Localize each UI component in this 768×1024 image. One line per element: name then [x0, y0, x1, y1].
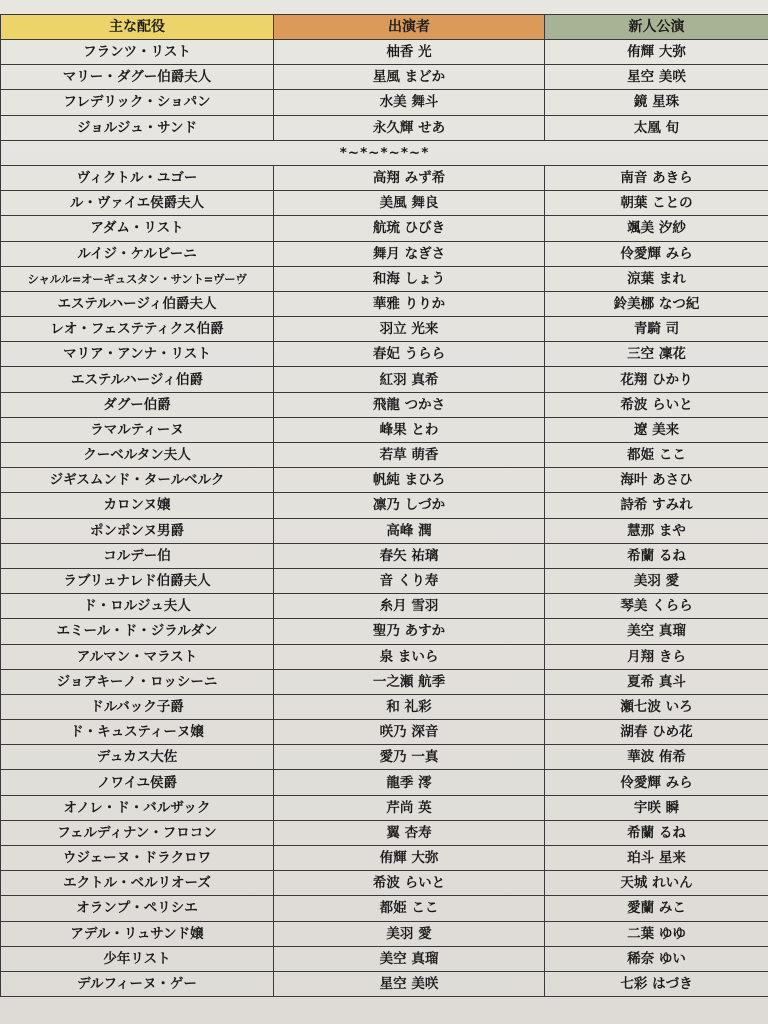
table-row — [1, 871, 768, 896]
performer-cell: 永久輝 せあ — [274, 115, 545, 140]
table-row — [1, 493, 768, 518]
role-cell: エステルハージィ伯爵夫人 — [1, 291, 274, 316]
performer-cell: 咲乃 深音 — [274, 720, 545, 745]
role-cell: 少年リスト — [1, 946, 274, 971]
table-row — [1, 241, 768, 266]
table-row — [1, 443, 768, 468]
newcomer-cell: 太凰 旬 — [545, 115, 768, 140]
performer-cell: 侑輝 大弥 — [274, 846, 545, 871]
performer-cell: 舞月 なぎさ — [274, 241, 545, 266]
role-cell: ル・ヴァイエ侯爵夫人 — [1, 191, 274, 216]
table-row — [1, 846, 768, 871]
performer-cell: 峰果 とわ — [274, 417, 545, 442]
table-row — [1, 568, 768, 593]
performer-cell: 芹尚 英 — [274, 795, 545, 820]
role-cell: オノレ・ド・バルザック — [1, 795, 274, 820]
table-row — [1, 896, 768, 921]
table-row — [1, 216, 768, 241]
newcomer-cell: 希蘭 るね — [545, 543, 768, 568]
role-cell: ジギスムンド・タールベルク — [1, 468, 274, 493]
table-row — [1, 291, 768, 316]
role-cell: エクトル・ベルリオーズ — [1, 871, 274, 896]
role-cell: アダム・リスト — [1, 216, 274, 241]
table-row — [1, 946, 768, 971]
table-row — [1, 317, 768, 342]
role-cell: カロンヌ嬢 — [1, 493, 274, 518]
table-row — [1, 745, 768, 770]
newcomer-cell: 宇咲 瞬 — [545, 795, 768, 820]
newcomer-cell: 七彩 はづき — [545, 971, 768, 996]
performer-cell: 翼 杏寿 — [274, 820, 545, 845]
performer-cell: 龍季 澪 — [274, 770, 545, 795]
table-row — [1, 266, 768, 291]
role-cell: コルデー伯 — [1, 543, 274, 568]
performer-cell: 糸月 雪羽 — [274, 594, 545, 619]
table-row — [1, 90, 768, 115]
newcomer-cell: 愛蘭 みこ — [545, 896, 768, 921]
newcomer-cell: 珀斗 星来 — [545, 846, 768, 871]
performer-cell: 凛乃 しづか — [274, 493, 545, 518]
newcomer-cell: 湖春 ひめ花 — [545, 720, 768, 745]
newcomer-cell: 花翔 ひかり — [545, 367, 768, 392]
newcomer-cell: 南音 あきら — [545, 165, 768, 190]
role-cell: フェルディナン・フロコン — [1, 820, 274, 845]
newcomer-cell: 侑輝 大弥 — [545, 40, 768, 65]
role-cell: ド・ロルジュ夫人 — [1, 594, 274, 619]
table-row — [1, 820, 768, 845]
performer-cell: 和 礼彩 — [274, 694, 545, 719]
table-row — [1, 644, 768, 669]
table-row — [1, 40, 768, 65]
performer-cell: 希波 らいと — [274, 871, 545, 896]
performer-cell: 聖乃 あすか — [274, 619, 545, 644]
table-row — [1, 795, 768, 820]
table-row — [1, 669, 768, 694]
performer-cell: 都姫 ここ — [274, 896, 545, 921]
performer-cell: 水美 舞斗 — [274, 90, 545, 115]
newcomer-cell: 希蘭 るね — [545, 820, 768, 845]
table-row — [1, 342, 768, 367]
newcomer-cell: 都姫 ここ — [545, 443, 768, 468]
newcomer-cell: 夏希 真斗 — [545, 669, 768, 694]
newcomer-cell: 朝葉 ことの — [545, 191, 768, 216]
performer-cell: 紅羽 真希 — [274, 367, 545, 392]
performer-cell: 春妃 うらら — [274, 342, 545, 367]
performer-cell: 春矢 祐璃 — [274, 543, 545, 568]
cast-table — [0, 14, 768, 997]
role-cell: マリー・ダグー伯爵夫人 — [1, 65, 274, 90]
newcomer-cell: 月翔 きら — [545, 644, 768, 669]
performer-cell: 航琉 ひびき — [274, 216, 545, 241]
table-row — [1, 65, 768, 90]
role-cell: ポンポンヌ男爵 — [1, 518, 274, 543]
role-cell: フランツ・リスト — [1, 40, 274, 65]
role-cell: ダグー伯爵 — [1, 392, 274, 417]
newcomer-cell: 天城 れいん — [545, 871, 768, 896]
table-row — [1, 694, 768, 719]
performer-cell: 若草 萌香 — [274, 443, 545, 468]
separator-row — [1, 140, 768, 165]
role-cell: ド・キュスティーヌ嬢 — [1, 720, 274, 745]
table-row — [1, 468, 768, 493]
performer-cell: 音 くり寿 — [274, 568, 545, 593]
performer-cell: 和海 しょう — [274, 266, 545, 291]
performer-cell: 愛乃 一真 — [274, 745, 545, 770]
newcomer-cell: 鏡 星珠 — [545, 90, 768, 115]
table-row — [1, 115, 768, 140]
newcomer-cell: 鈴美梛 なつ紀 — [545, 291, 768, 316]
newcomer-cell: 星空 美咲 — [545, 65, 768, 90]
newcomer-cell: 詩希 すみれ — [545, 493, 768, 518]
newcomer-cell: 希波 らいと — [545, 392, 768, 417]
newcomer-cell: 海叶 あさひ — [545, 468, 768, 493]
role-cell: ジョルジュ・サンド — [1, 115, 274, 140]
newcomer-cell: 青騎 司 — [545, 317, 768, 342]
performer-cell: 飛龍 つかさ — [274, 392, 545, 417]
newcomer-cell: 伶愛輝 みら — [545, 770, 768, 795]
table-row — [1, 971, 768, 996]
table-row — [1, 921, 768, 946]
role-cell: ウジェーヌ・ドラクロワ — [1, 846, 274, 871]
newcomer-cell: 慧那 まや — [545, 518, 768, 543]
role-cell: ドルバック子爵 — [1, 694, 274, 719]
newcomer-cell: 琴美 くらら — [545, 594, 768, 619]
role-cell: オランプ・ペリシエ — [1, 896, 274, 921]
performer-cell: 星風 まどか — [274, 65, 545, 90]
newcomer-cell: 二葉 ゆゆ — [545, 921, 768, 946]
role-cell: デルフィーヌ・ゲー — [1, 971, 274, 996]
table-row — [1, 594, 768, 619]
role-cell: クーベルタン夫人 — [1, 443, 274, 468]
role-cell: デュカス大佐 — [1, 745, 274, 770]
performer-cell: 泉 まいら — [274, 644, 545, 669]
performer-cell: 羽立 光来 — [274, 317, 545, 342]
performer-cell: 高翔 みず希 — [274, 165, 545, 190]
performer-cell: 美羽 愛 — [274, 921, 545, 946]
role-cell: ラマルティーヌ — [1, 417, 274, 442]
role-cell: エステルハージィ伯爵 — [1, 367, 274, 392]
newcomer-cell: 美羽 愛 — [545, 568, 768, 593]
header-performer: 出演者 — [274, 15, 545, 40]
newcomer-cell: 颯美 汐紗 — [545, 216, 768, 241]
role-cell: レオ・フェステティクス伯爵 — [1, 317, 274, 342]
separator-text: *~*~*~*~* — [1, 140, 768, 165]
cast-table-body — [1, 40, 768, 997]
table-row — [1, 191, 768, 216]
role-cell: フレデリック・ショパン — [1, 90, 274, 115]
header-row — [1, 15, 768, 40]
header-role: 主な配役 — [1, 15, 274, 40]
table-row — [1, 417, 768, 442]
newcomer-cell: 三空 凜花 — [545, 342, 768, 367]
performer-cell: 帆純 まひろ — [274, 468, 545, 493]
table-row — [1, 619, 768, 644]
performer-cell: 柚香 光 — [274, 40, 545, 65]
role-cell: シャルル=オーギュスタン・サント=ヴーヴ — [1, 266, 274, 291]
newcomer-cell: 稀奈 ゆい — [545, 946, 768, 971]
newcomer-cell: 美空 真瑠 — [545, 619, 768, 644]
header-newcomer: 新人公演 — [545, 15, 768, 40]
table-row — [1, 543, 768, 568]
performer-cell: 高峰 潤 — [274, 518, 545, 543]
performer-cell: 美空 真瑠 — [274, 946, 545, 971]
performer-cell: 一之瀬 航季 — [274, 669, 545, 694]
newcomer-cell: 遼 美来 — [545, 417, 768, 442]
table-row — [1, 392, 768, 417]
table-row — [1, 720, 768, 745]
role-cell: ラブリュナレド伯爵夫人 — [1, 568, 274, 593]
performer-cell: 華雅 りりか — [274, 291, 545, 316]
role-cell: ヴィクトル・ユゴー — [1, 165, 274, 190]
newcomer-cell: 涼葉 まれ — [545, 266, 768, 291]
performer-cell: 星空 美咲 — [274, 971, 545, 996]
role-cell: マリア・アンナ・リスト — [1, 342, 274, 367]
newcomer-cell: 伶愛輝 みら — [545, 241, 768, 266]
table-row — [1, 518, 768, 543]
role-cell: アルマン・マラスト — [1, 644, 274, 669]
role-cell: ルイジ・ケルビーニ — [1, 241, 274, 266]
table-row — [1, 165, 768, 190]
newcomer-cell: 華波 侑希 — [545, 745, 768, 770]
role-cell: アデル・リュサンド嬢 — [1, 921, 274, 946]
role-cell: エミール・ド・ジラルダン — [1, 619, 274, 644]
role-cell: ジョアキーノ・ロッシーニ — [1, 669, 274, 694]
table-row — [1, 770, 768, 795]
role-cell: ノワイユ侯爵 — [1, 770, 274, 795]
performer-cell: 美風 舞良 — [274, 191, 545, 216]
table-row — [1, 367, 768, 392]
newcomer-cell: 瀬七波 いろ — [545, 694, 768, 719]
